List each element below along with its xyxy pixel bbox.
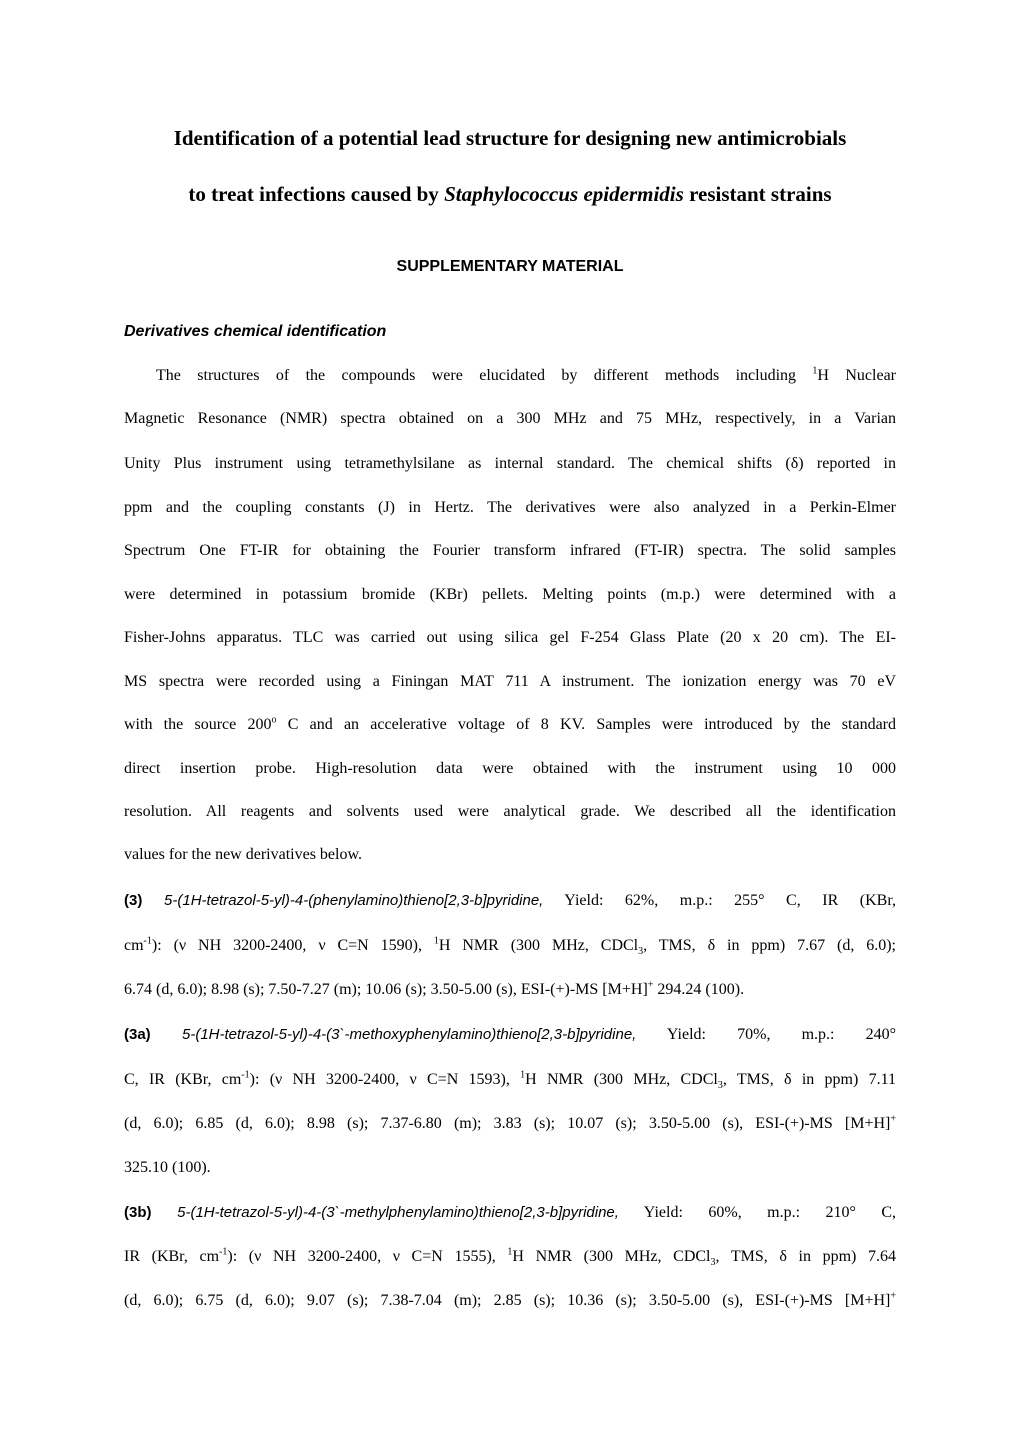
paragraph-line: Magnetic Resonance (NMR) spectra obtained on a 300 MHz and 75 MHz, respectively, in a Varian (124, 410, 896, 427)
paper-title-line-2 (0, 182, 1020, 207)
compound-label: (3b) (124, 1204, 152, 1221)
compound-name: 5-(1H-tetrazol-5-yl)-4-(phenylamino)thieno[2,3-b]pyridine, (142, 892, 544, 909)
paragraph-line: MS spectra were recorded using a Finingan MAT 711 A instrument. The ionization energy was 70 eV (124, 673, 896, 690)
text: The structures of the compounds were elucidated by different methods including (156, 367, 813, 384)
superscript: o (271, 714, 277, 726)
text: H NMR (300 MHz, CDCl (512, 1248, 711, 1265)
text: 294.24 (100). (653, 981, 745, 998)
compound-label: (3a) (124, 1026, 151, 1043)
paragraph-line: values for the new derivatives below. (124, 846, 362, 863)
compound-3a-line-2 (124, 1069, 896, 1092)
compound-label: (3) (124, 892, 143, 909)
superscript: + (890, 1113, 896, 1125)
text: cm (124, 937, 144, 954)
text: ): (ν NH 3200-2400, ν C=N 1555), (227, 1248, 508, 1265)
text: IR (KBr, cm (124, 1248, 220, 1265)
text: ): (ν NH 3200-2400, ν C=N 1590), (151, 937, 434, 954)
text: , TMS, δ in ppm) 7.64 (715, 1248, 897, 1265)
paragraph-line: ppm and the coupling constants (J) in Hertz. The derivatives were also analyzed in a Perkin-Elmer (124, 499, 896, 516)
compound-3-line-1 (124, 892, 896, 910)
text: , TMS, δ in ppm) 7.67 (d, 6.0); (643, 937, 897, 954)
compound-name: 5-(1H-tetrazol-5-yl)-4-(3`-methylphenylamino)thieno[2,3-b]pyridine, (151, 1204, 619, 1221)
title-text: resistant strains (683, 182, 832, 206)
superscript: 1 (520, 1069, 526, 1081)
section-heading: Derivatives chemical identification (124, 323, 387, 340)
text: H NMR (300 MHz, CDCl (525, 1071, 718, 1088)
text: 6.74 (d, 6.0); 8.98 (s); 7.50-7.27 (m); 10.06 (s); 3.50-5.00 (s), ESI-(+)-MS [M+H] (124, 981, 648, 998)
superscript: -1 (219, 1246, 228, 1258)
text: C and an accelerative voltage of 8 KV. Samples were introduced by the standard (276, 716, 896, 733)
text: (d, 6.0); 6.75 (d, 6.0); 9.07 (s); 7.38-7.04 (m); 2.85 (s); 10.36 (s); 3.50-5.00 (s), ESI-(+)-MS [M+H] (124, 1292, 891, 1309)
subscript: 3 (638, 946, 644, 958)
superscript: 1 (433, 935, 439, 947)
text: (d, 6.0); 6.85 (d, 6.0); 8.98 (s); 7.37-6.80 (m); 3.83 (s); 10.07 (s); 3.50-5.00 (s), ESI-(+)-MS [M+H] (124, 1115, 891, 1132)
compound-3a-line-4: 325.10 (100). (124, 1159, 211, 1176)
paragraph-line: were determined in potassium bromide (KBr) pellets. Melting points (m.p.) were determined with a (124, 586, 896, 603)
paragraph-line: Fisher-Johns apparatus. TLC was carried out using silica gel F-254 Glass Plate (20 x 20 cm). The EI- (124, 629, 896, 646)
title-species: Staphylococcus epidermidis (444, 182, 684, 206)
text: , TMS, δ in ppm) 7.11 (722, 1071, 896, 1088)
paper-title-line-1: Identification of a potential lead structure for designing new antimicrobials (173, 126, 847, 150)
text: C, IR (KBr, cm (124, 1071, 242, 1088)
paragraph-line: Unity Plus instrument using tetramethylsilane as internal standard. The chemical shifts (δ) reported in (124, 455, 896, 472)
subscript: 3 (717, 1080, 723, 1092)
subscript: 3 (710, 1257, 716, 1269)
paragraph-line: direct insertion probe. High-resolution data were obtained with the instrument using 10 000 (124, 760, 896, 777)
text: with the source 200 (124, 716, 272, 733)
compound-3a-line-1 (124, 1026, 896, 1044)
text: H Nuclear (817, 367, 897, 384)
text: Yield: 60%, m.p.: 210° C, (618, 1204, 896, 1221)
text: ): (ν NH 3200-2400, ν C=N 1593), (249, 1071, 521, 1088)
compound-3b-line-3 (124, 1292, 896, 1310)
superscript: + (647, 979, 654, 991)
superscript: -1 (241, 1069, 250, 1081)
text: Yield: 62%, m.p.: 255° C, IR (KBr, (543, 892, 897, 909)
compound-3-line-2 (124, 935, 897, 958)
superscript: 1 (812, 365, 818, 377)
text: H NMR (300 MHz, CDCl (438, 937, 639, 954)
title-text: to treat infections caused by (188, 182, 445, 206)
supplementary-heading: SUPPLEMENTARY MATERIAL (396, 258, 624, 275)
paragraph-line (156, 367, 896, 385)
compound-3a-line-3 (124, 1115, 896, 1133)
paragraph-line: resolution. All reagents and solvents used were analytical grade. We described all the identification (124, 803, 896, 820)
compound-3-line-3 (124, 981, 896, 999)
compound-3b-line-1 (124, 1204, 896, 1222)
superscript: + (890, 1290, 896, 1302)
superscript: -1 (143, 935, 152, 947)
compound-3b-line-2 (124, 1246, 897, 1269)
superscript: 1 (507, 1246, 513, 1258)
compound-name: 5-(1H-tetrazol-5-yl)-4-(3`-methoxyphenylamino)thieno[2,3-b]pyridine, (150, 1026, 637, 1043)
paragraph-line (124, 716, 896, 734)
paragraph-line: Spectrum One FT-IR for obtaining the Fourier transform infrared (FT-IR) spectra. The solid samples (124, 542, 896, 559)
text: Yield: 70%, m.p.: 240° (636, 1026, 897, 1043)
